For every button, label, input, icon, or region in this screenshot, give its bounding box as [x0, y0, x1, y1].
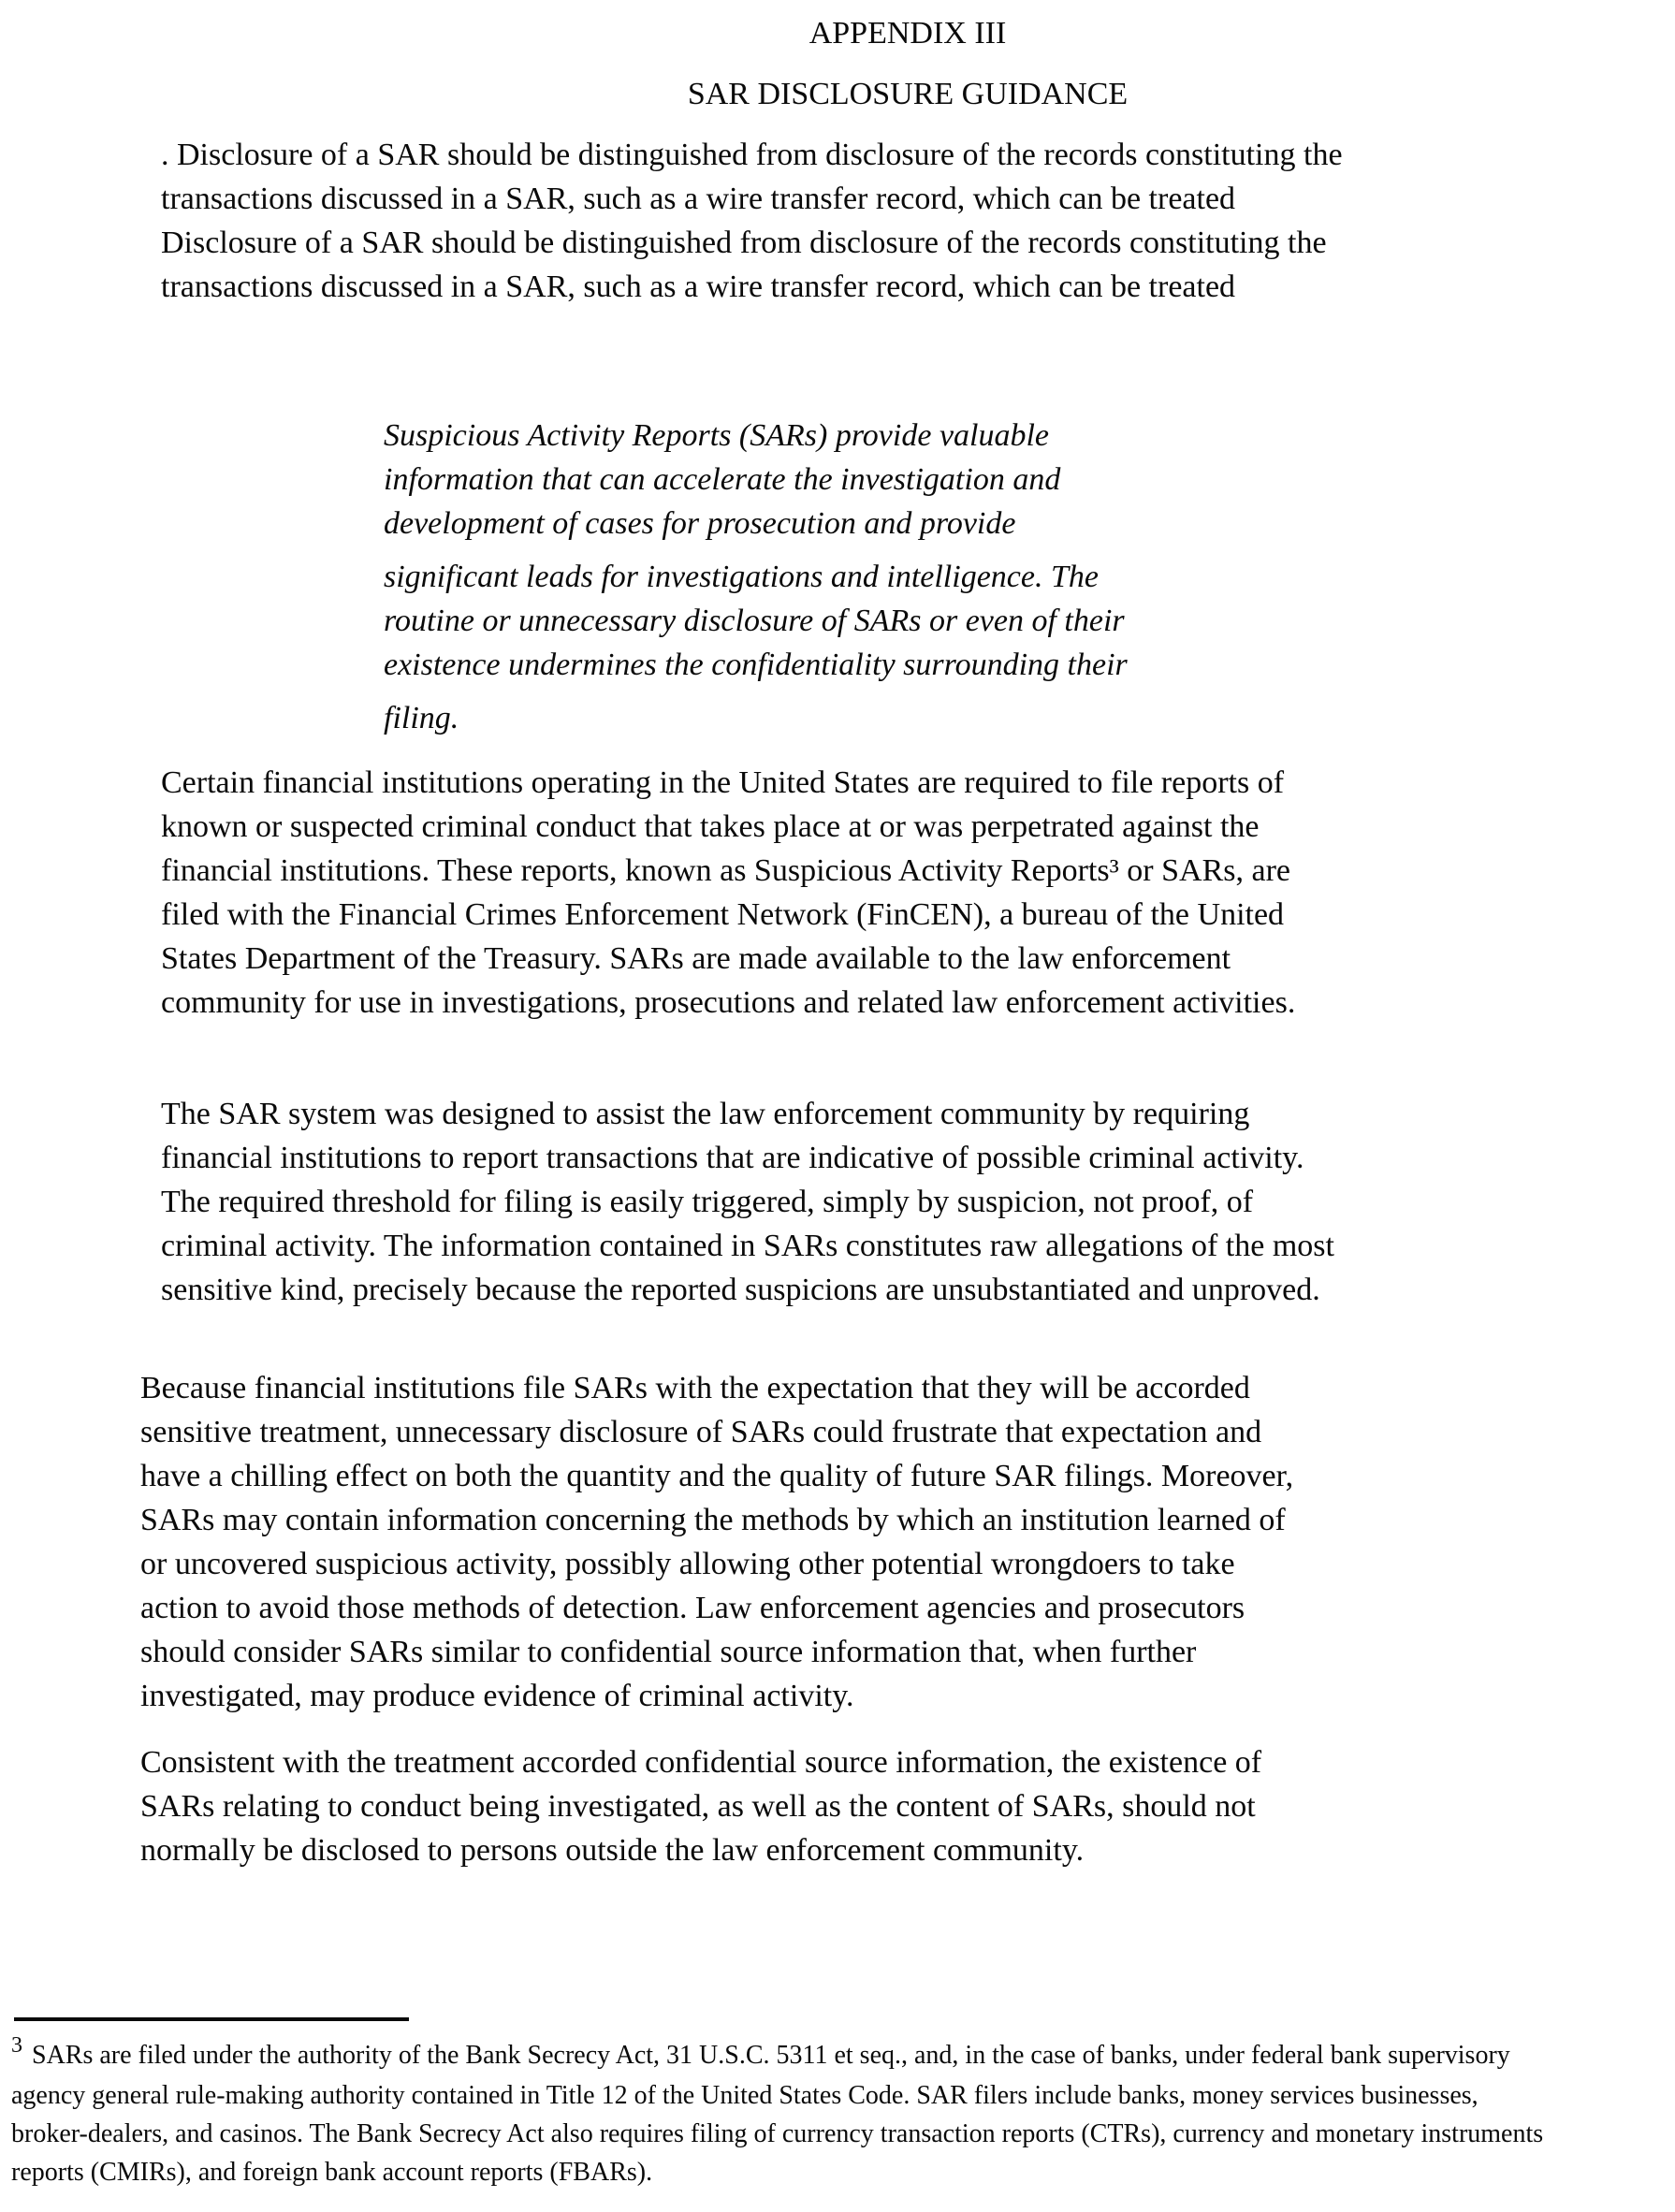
text-line: have a chilling effect on both the quantity and the quality of future SAR filings. Moreover,	[140, 1459, 1294, 1493]
text-line: significant leads for investigations and intelligence. The	[384, 560, 1099, 594]
text-line: investigated, may produce evidence of criminal activity.	[140, 1679, 854, 1713]
page-subtitle: SAR DISCLOSURE GUIDANCE	[687, 77, 1129, 111]
text-line: sensitive kind, precisely because the reported suspicions are unsubstantiated and unproved.	[161, 1273, 1320, 1307]
text-line: Because financial institutions file SARs with the expectation that they will be accorded	[140, 1371, 1250, 1405]
blockquote-stanza-2	[384, 555, 1675, 687]
text-line: . Disclosure of a SAR should be distinguished from disclosure of the records constituting the	[161, 138, 1343, 172]
text-line: The required threshold for filing is easily triggered, simply by suspicion, not proof, of	[161, 1185, 1254, 1219]
text-line: agency general rule-making authority contained in Title 12 of the United States Code. SAR filers include banks, money services businesses,	[11, 2081, 1478, 2110]
text-line: action to avoid those methods of detection. Law enforcement agencies and prosecutors	[140, 1591, 1245, 1625]
text-line: SARs relating to conduct being investigated, as well as the content of SARs, should not	[140, 1789, 1256, 1824]
text-line: existence undermines the confidentiality surrounding their	[384, 648, 1128, 682]
text-line: reports (CMIRs), and foreign bank account reports (FBARs).	[11, 2158, 653, 2187]
paragraph-sar-system	[161, 1092, 1675, 1312]
text-line: sensitive treatment, unnecessary disclosure of SARs could frustrate that expectation and	[140, 1415, 1262, 1449]
text-line: SARs may contain information concerning the methods by which an institution learned of	[140, 1503, 1286, 1537]
blockquote-sar-value	[384, 414, 1675, 740]
footnote-divider	[14, 2017, 409, 2021]
text-line: Consistent with the treatment accorded confidential source information, the existence of	[140, 1745, 1262, 1780]
paragraph-disclosure-intro	[161, 133, 1675, 309]
text-line: Disclosure of a SAR should be distinguished from disclosure of the records constituting the	[161, 226, 1327, 260]
text-line: routine or unnecessary disclosure of SARs or even of their	[384, 604, 1125, 638]
text-line: broker-dealers, and casinos. The Bank Secrecy Act also requires filing of currency transaction reports (CTRs), currency and monetary instruments	[11, 2119, 1544, 2148]
text-line: financial institutions to report transactions that are indicative of possible criminal activity.	[161, 1141, 1304, 1175]
footnote-line	[11, 2033, 1675, 2076]
paragraph-certain-institutions	[161, 761, 1675, 1025]
text-line: development of cases for prosecution and provide	[384, 506, 1016, 541]
blockquote-stanza-1	[384, 414, 1675, 546]
text-line: filing.	[384, 701, 459, 735]
text-line: transactions discussed in a SAR, such as a wire transfer record, which can be treated	[161, 269, 1236, 304]
text-line: information that can accelerate the investigation and	[384, 462, 1061, 497]
text-line: States Department of the Treasury. SARs are made available to the law enforcement	[161, 941, 1231, 976]
text-line: The SAR system was designed to assist the law enforcement community by requiring	[161, 1097, 1250, 1131]
paragraph-consistent-treatment	[140, 1740, 1675, 1872]
footnote-continued	[11, 2076, 1675, 2191]
text-line: or uncovered suspicious activity, possibly allowing other potential wrongdoers to take	[140, 1547, 1235, 1581]
page-title: APPENDIX III	[808, 16, 1007, 51]
footnote-marker: 3	[11, 2033, 22, 2058]
text-line: community for use in investigations, prosecutions and related law enforcement activities.	[161, 985, 1296, 1020]
text-line: financial institutions. These reports, known as Suspicious Activity Reports³ or SARs, are	[161, 853, 1290, 888]
text-line: should consider SARs similar to confidential source information that, when further	[140, 1635, 1197, 1669]
footnote-text: SARs are filed under the authority of the Bank Secrecy Act, 31 U.S.C. 5311 et seq., and, in the case of banks, under federal bank supervisory	[32, 2041, 1510, 2070]
paragraph-because-institutions	[140, 1366, 1675, 1718]
text-line: Suspicious Activity Reports (SARs) provide valuable	[384, 418, 1050, 453]
blockquote-stanza-3	[384, 696, 1675, 740]
text-line: criminal activity. The information contained in SARs constitutes raw allegations of the most	[161, 1229, 1334, 1263]
text-line: filed with the Financial Crimes Enforcement Network (FinCEN), a bureau of the United	[161, 897, 1285, 932]
text-line: known or suspected criminal conduct that takes place at or was perpetrated against the	[161, 809, 1260, 844]
text-line: normally be disclosed to persons outside the law enforcement community.	[140, 1833, 1085, 1868]
text-line: transactions discussed in a SAR, such as a wire transfer record, which can be treated	[161, 182, 1236, 216]
text-line: Certain financial institutions operating in the United States are required to file reports of	[161, 765, 1285, 800]
footnote	[11, 2033, 1675, 2191]
